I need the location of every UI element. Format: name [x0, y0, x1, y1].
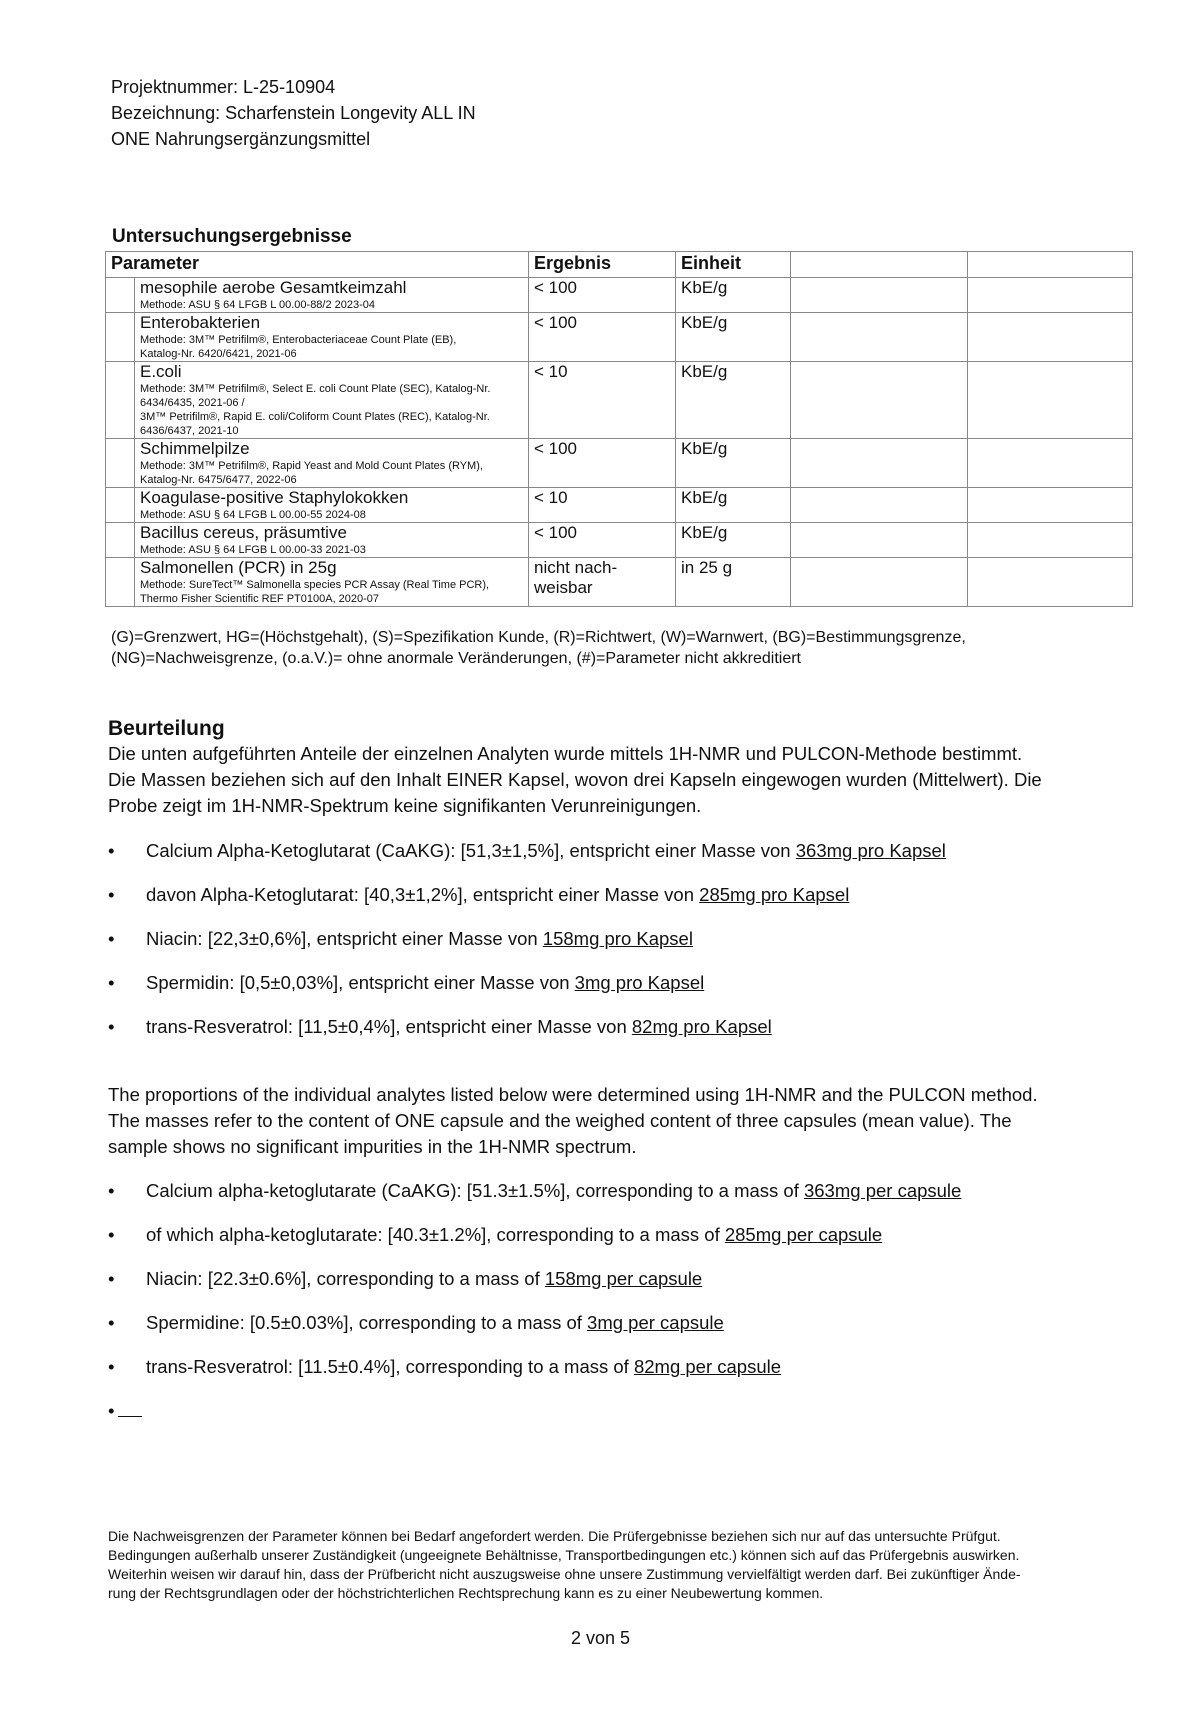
method-text	[140, 298, 523, 312]
list-item	[108, 1310, 1158, 1354]
method-text	[140, 543, 523, 557]
results-table	[105, 251, 1133, 607]
product-designation: Bezeichnung: Scharfenstein Longevity ALL IN	[111, 103, 476, 123]
bullet-icon: •	[108, 1224, 115, 1245]
row-index-cell	[106, 362, 135, 439]
parameter-cell	[135, 523, 529, 558]
bullet-mass: 285mg per capsule	[724, 1224, 883, 1245]
parameter-cell	[135, 558, 529, 607]
bullet-icon: •	[108, 1400, 115, 1421]
list-item	[108, 1014, 1158, 1058]
table-row	[106, 558, 1133, 607]
unit-cell: KbE/g	[676, 313, 791, 362]
table-row	[106, 313, 1133, 362]
parameter-cell	[135, 439, 529, 488]
result-cell: < 100	[529, 278, 676, 313]
result-cell: < 10	[529, 488, 676, 523]
bullet-icon: •	[108, 840, 115, 861]
paragraph-line: The proportions of the individual analytes listed below were determined using 1H-NMR and the PULCON method.	[108, 1084, 1038, 1105]
method-line: Methode: 3M™ Petrifilm®, Select E. coli Count Plate (SEC), Katalog-Nr.	[140, 383, 491, 395]
bullet-mass: 158mg pro Kapsel	[542, 928, 693, 949]
col-header-empty	[968, 252, 1133, 278]
method-line: Methode: SureTect™ Salmonella species PCR Assay (Real Time PCR),	[140, 579, 490, 591]
parameter-name: Schimmelpilze	[140, 439, 250, 458]
table-row	[106, 488, 1133, 523]
method-line: Katalog-Nr. 6420/6421, 2021-06	[140, 348, 297, 360]
col-header-unit: Einheit	[676, 252, 791, 278]
result-cell: < 100	[529, 313, 676, 362]
row-index-cell	[106, 313, 135, 362]
empty-cell	[968, 523, 1133, 558]
bullet-text: Niacin: [22,3±0,6%], entspricht einer Masse von	[146, 928, 543, 949]
bullet-text: Niacin: [22.3±0.6%], corresponding to a mass of	[146, 1268, 545, 1289]
product-designation-cont: ONE Nahrungsergänzungsmittel	[111, 129, 371, 149]
paragraph-line: Die Massen beziehen sich auf den Inhalt EINER Kapsel, wovon drei Kapseln eingewogen wurden (Mittelwert). Die	[108, 769, 1042, 790]
assessment-title: Beurteilung	[108, 717, 225, 740]
footer-line: rung der Rechtsgrundlagen oder der höchstrichterlichen Rechtsprechung kann es zu einer Neubewertung kommen.	[108, 1585, 824, 1601]
bullet-text: trans-Resveratrol: [11,5±0,4%], entspricht einer Masse von	[146, 1016, 632, 1037]
list-item	[108, 1354, 1158, 1398]
method-text	[140, 333, 523, 361]
method-line: 6436/6437, 2021-10	[140, 425, 239, 437]
method-line: 6434/6435, 2021-06 /	[140, 397, 245, 409]
method-line: Methode: ASU § 64 LFGB L 00.00-55 2024-08	[140, 509, 366, 521]
bullet-mass: 158mg per capsule	[544, 1268, 703, 1289]
bullet-icon: •	[108, 928, 115, 949]
footer-line: Bedingungen außerhalb unserer Zuständigkeit (ungeeignete Behältnisse, Transportbedingungen etc.) können sich auf das Prüfergebnis auswirken.	[108, 1547, 1020, 1563]
paragraph-line: Probe zeigt im 1H-NMR-Spektrum keine signifikanten Verunreinigungen.	[108, 795, 702, 816]
empty-cell	[791, 362, 968, 439]
bullet-text: Spermidin: [0,5±0,03%], entspricht einer Masse von	[146, 972, 575, 993]
list-item	[108, 838, 1158, 882]
row-index-cell	[106, 523, 135, 558]
empty-cell	[968, 439, 1133, 488]
bullet-mass: 3mg per capsule	[587, 1312, 724, 1333]
parameter-cell	[135, 313, 529, 362]
parameter-name: mesophile aerobe Gesamtkeimzahl	[140, 278, 407, 297]
result-cell: < 100	[529, 523, 676, 558]
paragraph-line: sample shows no significant impurities in the 1H-NMR spectrum.	[108, 1136, 637, 1157]
list-item	[108, 970, 1158, 1014]
bullet-icon: •	[108, 972, 115, 993]
method-line: Thermo Fisher Scientific REF PT0100A, 2020-07	[140, 593, 380, 605]
report-header	[111, 74, 476, 152]
bullet-icon: •	[108, 1016, 115, 1037]
method-line: Methode: ASU § 64 LFGB L 00.00-33 2021-03	[140, 544, 366, 556]
table-row	[106, 439, 1133, 488]
empty-cell	[791, 313, 968, 362]
footer-line: Weiterhin weisen wir darauf hin, dass der Prüfbericht nicht auszugsweise ohne unsere Zustimmung vervielfältigt werden darf. Bei zukünftiger Ände-	[108, 1566, 1021, 1582]
assessment-paragraph-en	[108, 1082, 1158, 1160]
unit-cell: KbE/g	[676, 278, 791, 313]
legend-line: (G)=Grenzwert, HG=(Höchstgehalt), (S)=Spezifikation Kunde, (R)=Richtwert, (W)=Warnwert, (BG)=Bestimmungsgrenze,	[111, 629, 966, 646]
empty-cell	[791, 558, 968, 607]
parameter-cell	[135, 488, 529, 523]
unit-cell: in 25 g	[676, 558, 791, 607]
parameter-name: Bacillus cereus, präsumtive	[140, 523, 347, 542]
result-cell	[529, 558, 676, 607]
paragraph-line: The masses refer to the content of ONE capsule and the weighed content of three capsules (mean value). The	[108, 1110, 1012, 1131]
list-item	[108, 1266, 1158, 1310]
bullet-icon: •	[108, 1356, 115, 1377]
bullet-text: Calcium Alpha-Ketoglutarat (CaAKG): [51,3±1,5%], entspricht einer Masse von	[146, 840, 796, 861]
parameter-name: Salmonellen (PCR) in 25g	[140, 558, 337, 577]
empty-bullet-line	[118, 1400, 142, 1417]
table-row	[106, 278, 1133, 313]
bullet-text: Calcium alpha-ketoglutarate (CaAKG): [51.3±1.5%], corresponding to a mass of	[146, 1180, 804, 1201]
footer-disclaimer	[108, 1527, 1021, 1603]
row-index-cell	[106, 558, 135, 607]
col-header-parameter: Parameter	[106, 252, 529, 278]
method-line: Katalog-Nr. 6475/6477, 2022-06	[140, 474, 297, 486]
method-text	[140, 578, 523, 606]
assessment-paragraph-de	[108, 741, 1158, 819]
empty-cell	[968, 558, 1133, 607]
bullet-text: davon Alpha-Ketoglutarat: [40,3±1,2%], entspricht einer Masse von	[146, 884, 700, 905]
empty-cell	[791, 439, 968, 488]
table-row	[106, 362, 1133, 439]
result-cell: < 10	[529, 362, 676, 439]
empty-cell	[968, 488, 1133, 523]
unit-cell: KbE/g	[676, 523, 791, 558]
parameter-name: E.coli	[140, 362, 182, 381]
row-index-cell	[106, 439, 135, 488]
empty-cell	[791, 488, 968, 523]
row-index-cell	[106, 278, 135, 313]
legend-line: (NG)=Nachweisgrenze, (o.a.V.)= ohne anormale Veränderungen, (#)=Parameter nicht akkreditiert	[111, 650, 801, 667]
bullet-icon: •	[108, 1268, 115, 1289]
bullet-mass: 82mg per capsule	[633, 1356, 782, 1377]
table-row	[106, 523, 1133, 558]
bullet-list-de	[108, 838, 1158, 1058]
list-item	[108, 1178, 1158, 1222]
paragraph-line: Die unten aufgeführten Anteile der einzelnen Analyten wurde mittels 1H-NMR und PULCON-Methode bestimmt.	[108, 743, 1023, 764]
project-number: Projektnummer: L-25-10904	[111, 77, 336, 97]
method-line: 3M™ Petrifilm®, Rapid E. coli/Coliform Count Plates (REC), Katalog-Nr.	[140, 411, 490, 423]
parameter-name: Koagulase-positive Staphylokokken	[140, 488, 409, 507]
method-line: Methode: 3M™ Petrifilm®, Rapid Yeast and Mold Count Plates (RYM),	[140, 460, 483, 472]
bullet-mass: 363mg pro Kapsel	[795, 840, 946, 861]
empty-cell	[968, 313, 1133, 362]
bullet-icon: •	[108, 1180, 115, 1201]
bullet-mass: 82mg pro Kapsel	[631, 1016, 772, 1037]
results-body	[106, 278, 1133, 607]
bullet-text: Spermidine: [0.5±0.03%], corresponding to a mass of	[146, 1312, 588, 1333]
method-text	[140, 459, 523, 487]
bullet-mass: 363mg per capsule	[803, 1180, 962, 1201]
unit-cell: KbE/g	[676, 362, 791, 439]
bullet-list-en	[108, 1178, 1158, 1398]
legend	[111, 627, 966, 669]
page-number: 2 von 5	[570, 1628, 631, 1648]
method-text	[140, 508, 523, 522]
unit-cell: KbE/g	[676, 439, 791, 488]
parameter-cell	[135, 278, 529, 313]
result-cell: < 100	[529, 439, 676, 488]
footer-line: Die Nachweisgrenzen der Parameter können bei Bedarf angefordert werden. Die Prüfergebnisse beziehen sich nur auf das untersuchte Prüfgut.	[108, 1528, 1001, 1544]
empty-bullet	[108, 1398, 142, 1424]
bullet-text: trans-Resveratrol: [11.5±0.4%], corresponding to a mass of	[146, 1356, 634, 1377]
bullet-icon: •	[108, 884, 115, 905]
bullet-icon: •	[108, 1312, 115, 1333]
bullet-mass: 3mg pro Kapsel	[574, 972, 705, 993]
list-item	[108, 1222, 1158, 1266]
list-item	[108, 882, 1158, 926]
table-header-row	[106, 252, 1133, 278]
parameter-name: Enterobakterien	[140, 313, 261, 332]
empty-cell	[968, 278, 1133, 313]
col-header-result: Ergebnis	[529, 252, 676, 278]
unit-cell: KbE/g	[676, 488, 791, 523]
empty-cell	[791, 278, 968, 313]
list-item	[108, 926, 1158, 970]
empty-cell	[791, 523, 968, 558]
result-line: nicht nach-	[534, 558, 618, 577]
row-index-cell	[106, 488, 135, 523]
bullet-mass: 285mg pro Kapsel	[699, 884, 850, 905]
bullet-text: of which alpha-ketoglutarate: [40.3±1.2%], corresponding to a mass of	[146, 1224, 725, 1245]
parameter-cell	[135, 362, 529, 439]
result-line: weisbar	[534, 578, 593, 597]
method-text	[140, 382, 523, 438]
method-line: Methode: ASU § 64 LFGB L 00.00-88/2 2023-04	[140, 299, 376, 311]
method-line: Methode: 3M™ Petrifilm®, Enterobacteriaceae Count Plate (EB),	[140, 334, 457, 346]
empty-cell	[968, 362, 1133, 439]
col-header-empty	[791, 252, 968, 278]
results-title: Untersuchungsergebnisse	[112, 226, 352, 247]
